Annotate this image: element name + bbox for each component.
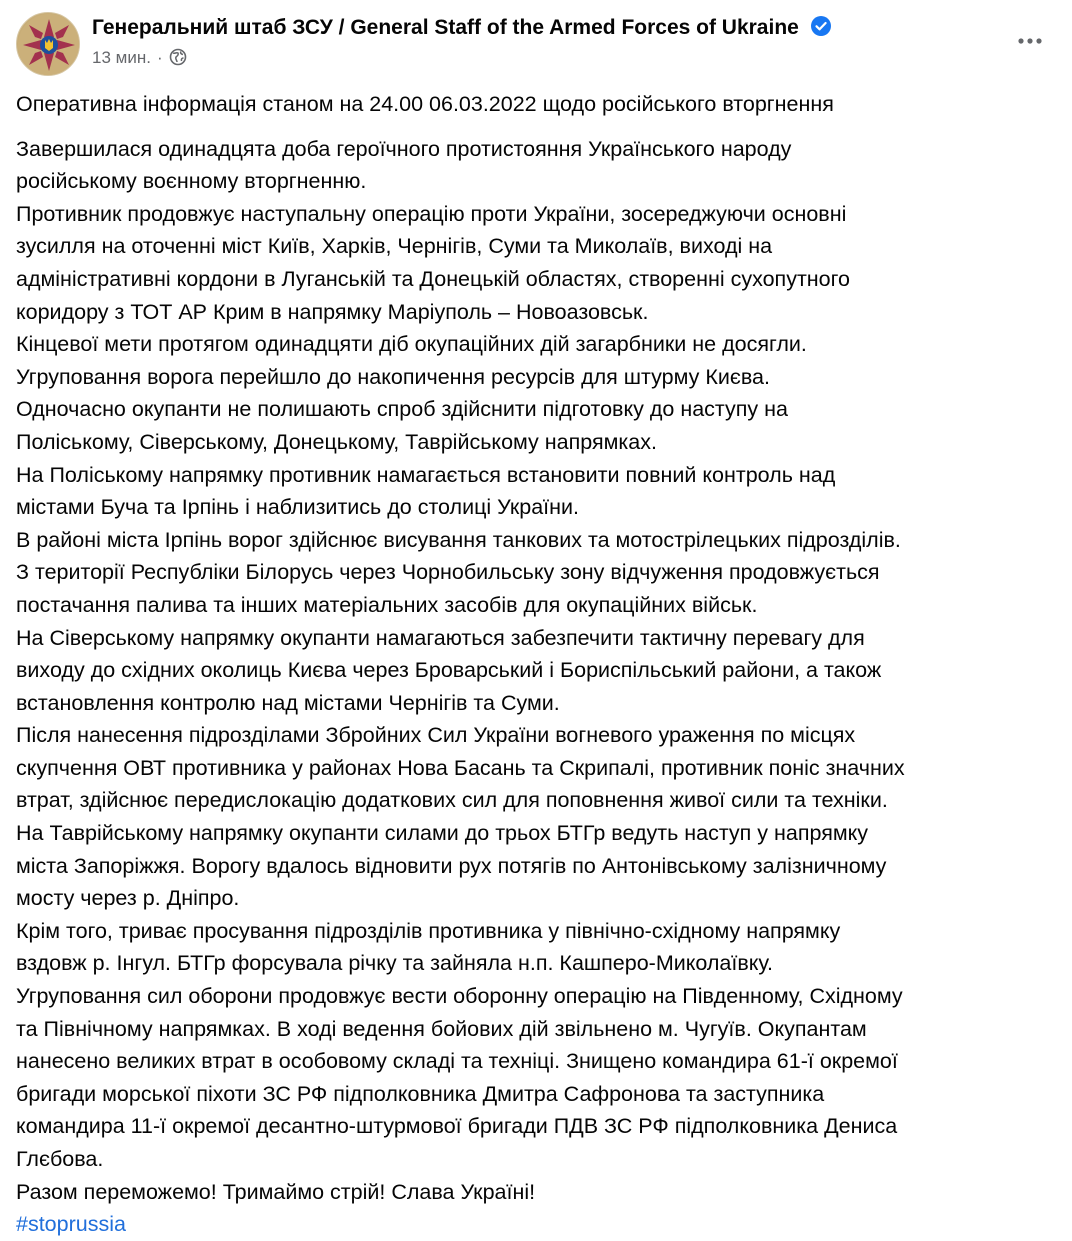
post-timestamp[interactable]: 13 мин. bbox=[92, 48, 151, 67]
post-line: Глєбова. bbox=[16, 1147, 104, 1171]
meta-separator: · bbox=[156, 48, 163, 67]
post-line: Угруповання ворога перейшло до накопичення ресурсів для штурму Києва. bbox=[16, 364, 770, 389]
post-line: Угруповання сил оборони продовжує вести оборонну операцію на Південному, Східному bbox=[16, 984, 903, 1009]
post-line: Після нанесення підрозділами Збройних Сил України вогневого ураження по місцях bbox=[16, 723, 856, 748]
general-staff-emblem-icon bbox=[17, 13, 80, 76]
post-body bbox=[16, 88, 1066, 1241]
post-line: нанесено великих втрат в особовому складі та техніці. Знищено командира 61-ї окремої bbox=[16, 1049, 898, 1074]
post-line: Противник продовжує наступальну операцію проти України, зосереджуючи основні bbox=[16, 201, 847, 226]
post-line: Кінцевої мети протягом одинадцяти діб окупаційних дій загарбники не досягли. bbox=[16, 332, 807, 357]
post-line: командира 11-ї окремої десантно-штурмової бригади ПДВ ЗС РФ підполковника Дениса bbox=[16, 1114, 898, 1139]
post-line: та Північному напрямках. В ході ведення бойових дій звільнено м. Чугуїв. Окупантам bbox=[16, 1016, 867, 1041]
post-title: Оперативна інформація станом на 24.00 06.03.2022 щодо російського вторгнення bbox=[16, 92, 834, 116]
page-name: Генеральний штаб ЗСУ / General Staff of the Armed Forces of Ukraine bbox=[92, 16, 799, 39]
post-line: зусилля на оточенні міст Київ, Харків, Чернігів, Суми та Миколаїв, виході на bbox=[16, 234, 773, 259]
post-line: вздовж р. Інгул. БТГр форсувала річку та зайняла н.п. Кашперо-Миколаївку. bbox=[16, 951, 773, 976]
post-line: На Поліському напрямку противник намагається встановити повний контроль над bbox=[16, 462, 836, 487]
post-line: коридору з ТОТ АР Крим в напрямку Маріуполь – Новоазовськ. bbox=[16, 299, 649, 324]
verified-badge-icon bbox=[811, 16, 831, 36]
post-line: міста Запоріжжя. Ворогу вдалось відновити рух потягів по Антонівському залізничному bbox=[16, 853, 887, 878]
post-line: Поліському, Сіверському, Донецькому, Таврійському напрямках. bbox=[16, 429, 657, 454]
post-line: встановлення контролю над містами Чернігів та Суми. bbox=[16, 690, 560, 715]
post-line: З території Республіки Білорусь через Чорнобильську зону відчуження продовжується bbox=[16, 560, 880, 585]
post-line: Разом переможемо! Тримаймо стрій! Слава Україні! bbox=[16, 1179, 536, 1204]
post-line: скупчення ОВТ противника у районах Нова Басань та Скрипалі, противник поніс значних bbox=[16, 755, 905, 780]
globe-icon[interactable] bbox=[169, 48, 187, 66]
post-line: містами Буча та Ірпінь і наблизитись до столиці України. bbox=[16, 495, 579, 520]
post-line: мосту через р. Дніпро. bbox=[16, 886, 240, 911]
post-line: На Сіверському напрямку окупанти намагаються забезпечити тактичну перевагу для bbox=[16, 625, 865, 650]
post-meta bbox=[92, 48, 187, 68]
paragraph-gap bbox=[16, 121, 1066, 133]
hashtag-link[interactable]: #stoprussia bbox=[16, 1212, 126, 1237]
post-line: бригади морської піхоти ЗС РФ підполковника Дмитра Сафронова та заступника bbox=[16, 1081, 825, 1106]
post-line: постачання палива та інших матеріальних засобів для окупаційних військ. bbox=[16, 592, 758, 617]
post-line: виходу до східних околиць Києва через Броварський і Бориспільський райони, а також bbox=[16, 658, 882, 683]
avatar[interactable] bbox=[16, 12, 80, 76]
post-line: адміністративні кордони в Луганській та Донецькій областях, створенні сухопутного bbox=[16, 266, 850, 291]
more-options-icon[interactable] bbox=[1012, 28, 1048, 54]
post-line: На Таврійському напрямку окупанти силами до трьох БТГр ведуть наступ у напрямку bbox=[16, 821, 869, 846]
post-line: Завершилася одинадцята доба героїчного протистояння Українського народу bbox=[16, 136, 792, 161]
post-header bbox=[16, 12, 1056, 76]
post-line: російському воєнному вторгненню. bbox=[16, 169, 367, 194]
post-line: втрат, здійснює передислокацію додаткових сил для поповнення живої сили та техніки. bbox=[16, 788, 888, 813]
post-line: Одночасно окупанти не полишають спроб здійснити підготовку до наступу на bbox=[16, 397, 788, 422]
post-line: Крім того, триває просування підрозділів противника у північно-східному напрямку bbox=[16, 918, 841, 943]
page-name-link[interactable] bbox=[92, 16, 831, 40]
post-line: В районі міста Ірпінь ворог здійснює висування танкових та мотострілецьких підрозділів. bbox=[16, 527, 901, 552]
